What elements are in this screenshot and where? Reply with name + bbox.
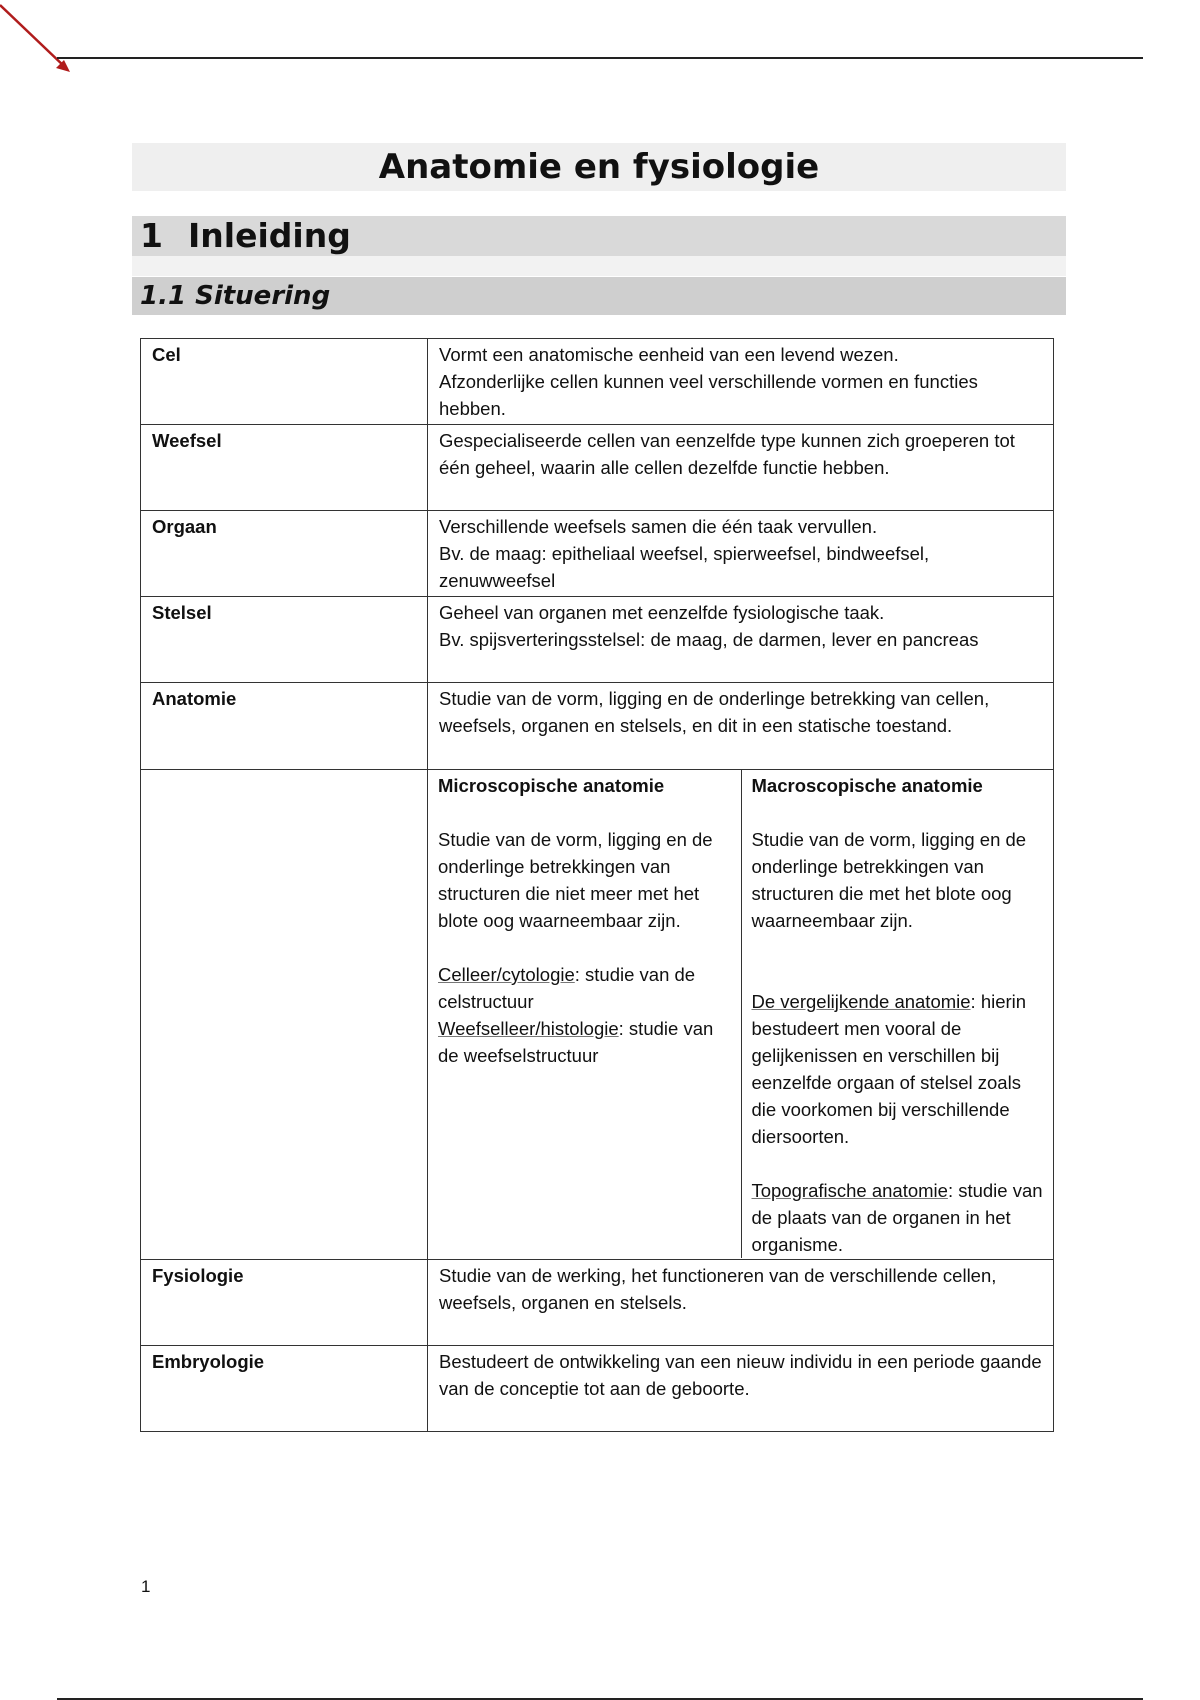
macro-item-term: De vergelijkende anatomie (751, 991, 971, 1012)
heading-1-number: 1 (140, 216, 163, 255)
macro-item-text: : hierin bestudeert men vooral de gelijkenissen en verschillen bij eenzelfde orgaan of stelsel zoals die voorkomen bij verschillende diersoorten. (751, 991, 1027, 1147)
definition-cell (428, 683, 1054, 770)
macro-anatomy-description: Studie van de vorm, ligging en de onderlinge betrekkingen van structuren die met het blote oog waarneembaar zijn. (751, 829, 1027, 931)
definition-cell (428, 1346, 1054, 1432)
micro-item-term: Celleer/cytologie (438, 964, 575, 985)
definition-cell (428, 1260, 1054, 1346)
term-cell: Weefsel (141, 425, 428, 511)
macro-anatomy-title: Macroscopische anatomie (751, 775, 983, 796)
heading-spacer (132, 256, 1066, 276)
corner-arrow-mark (0, 0, 80, 80)
macro-anatomy-column (741, 770, 1053, 1258)
table-row (141, 770, 1054, 1260)
table-row (141, 683, 1054, 770)
definition-line: Verschillende weefsels samen die één taak vervullen. (439, 516, 878, 537)
anatomy-types-cell (428, 770, 1054, 1260)
heading-2: 1.1 Situering (132, 277, 1066, 315)
term-cell: Anatomie (141, 683, 428, 770)
definition-line: Vormt een anatomische eenheid van een levend wezen. (439, 344, 899, 365)
micro-anatomy-column (428, 770, 741, 1258)
definition-line: Geheel van organen met eenzelfde fysiologische taak. (439, 602, 885, 623)
empty-term-cell (141, 770, 428, 1260)
micro-anatomy-title: Microscopische anatomie (438, 775, 665, 796)
definitions-table (140, 338, 1054, 1432)
definition-cell (428, 425, 1054, 511)
micro-anatomy-description: Studie van de vorm, ligging en de onderlinge betrekkingen van structuren die niet meer met het blote oog waarneembaar zijn. (438, 829, 713, 931)
definition-line: Bestudeert de ontwikkeling van een nieuw individu in een periode gaande van de conceptie tot aan de geboorte. (439, 1351, 1042, 1399)
document-title: Anatomie en fysiologie (132, 143, 1066, 191)
definition-line: Bv. spijsverteringsstelsel: de maag, de darmen, lever en pancreas (439, 629, 979, 650)
table-row (141, 597, 1054, 683)
table-row (141, 511, 1054, 597)
micro-item-text: : studie van de weefselstructuur (438, 1018, 714, 1066)
anatomy-types-row (428, 770, 1053, 1258)
term-cell: Stelsel (141, 597, 428, 683)
top-rule (57, 57, 1143, 59)
macro-item-term: Topografische anatomie (751, 1180, 948, 1201)
definition-cell (428, 511, 1054, 597)
micro-anatomy-item (438, 1015, 735, 1069)
definition-line: Afzonderlijke cellen kunnen veel verschillende vormen en functies hebben. (439, 371, 978, 419)
definition-cell (428, 597, 1054, 683)
micro-anatomy-item (438, 961, 735, 1015)
term-cell: Cel (141, 339, 428, 425)
heading-1-text: Inleiding (188, 216, 351, 255)
table-row (141, 425, 1054, 511)
macro-item-text: : studie van de plaats van de organen in het organisme. (751, 1180, 1043, 1255)
heading-1 (132, 216, 1066, 256)
micro-item-term: Weefselleer/histologie (438, 1018, 619, 1039)
definition-cell (428, 339, 1054, 425)
definition-line: Studie van de werking, het functioneren van de verschillende cellen, weefsels, organen en stelsels. (439, 1265, 997, 1313)
table-row (141, 339, 1054, 425)
macro-anatomy-item (752, 1177, 1048, 1258)
definition-line: Bv. de maag: epitheliaal weefsel, spierweefsel, bindweefsel, zenuwweefsel (439, 543, 930, 591)
definition-line: Studie van de vorm, ligging en de onderlinge betrekking van cellen, weefsels, organen en stelsels, en dit in een statische toestand. (439, 688, 990, 736)
micro-item-text: : studie van de celstructuur (438, 964, 696, 1012)
macro-anatomy-item (752, 988, 1048, 1150)
table-row (141, 1346, 1054, 1432)
term-cell: Orgaan (141, 511, 428, 597)
anatomy-types-table (428, 770, 1053, 1258)
term-cell: Embryologie (141, 1346, 428, 1432)
page-number: 1 (141, 1577, 151, 1596)
term-cell: Fysiologie (141, 1260, 428, 1346)
definition-line: Gespecialiseerde cellen van eenzelfde type kunnen zich groeperen tot één geheel, waarin alle cellen dezelfde functie hebben. (439, 430, 1015, 478)
table-row (141, 1260, 1054, 1346)
